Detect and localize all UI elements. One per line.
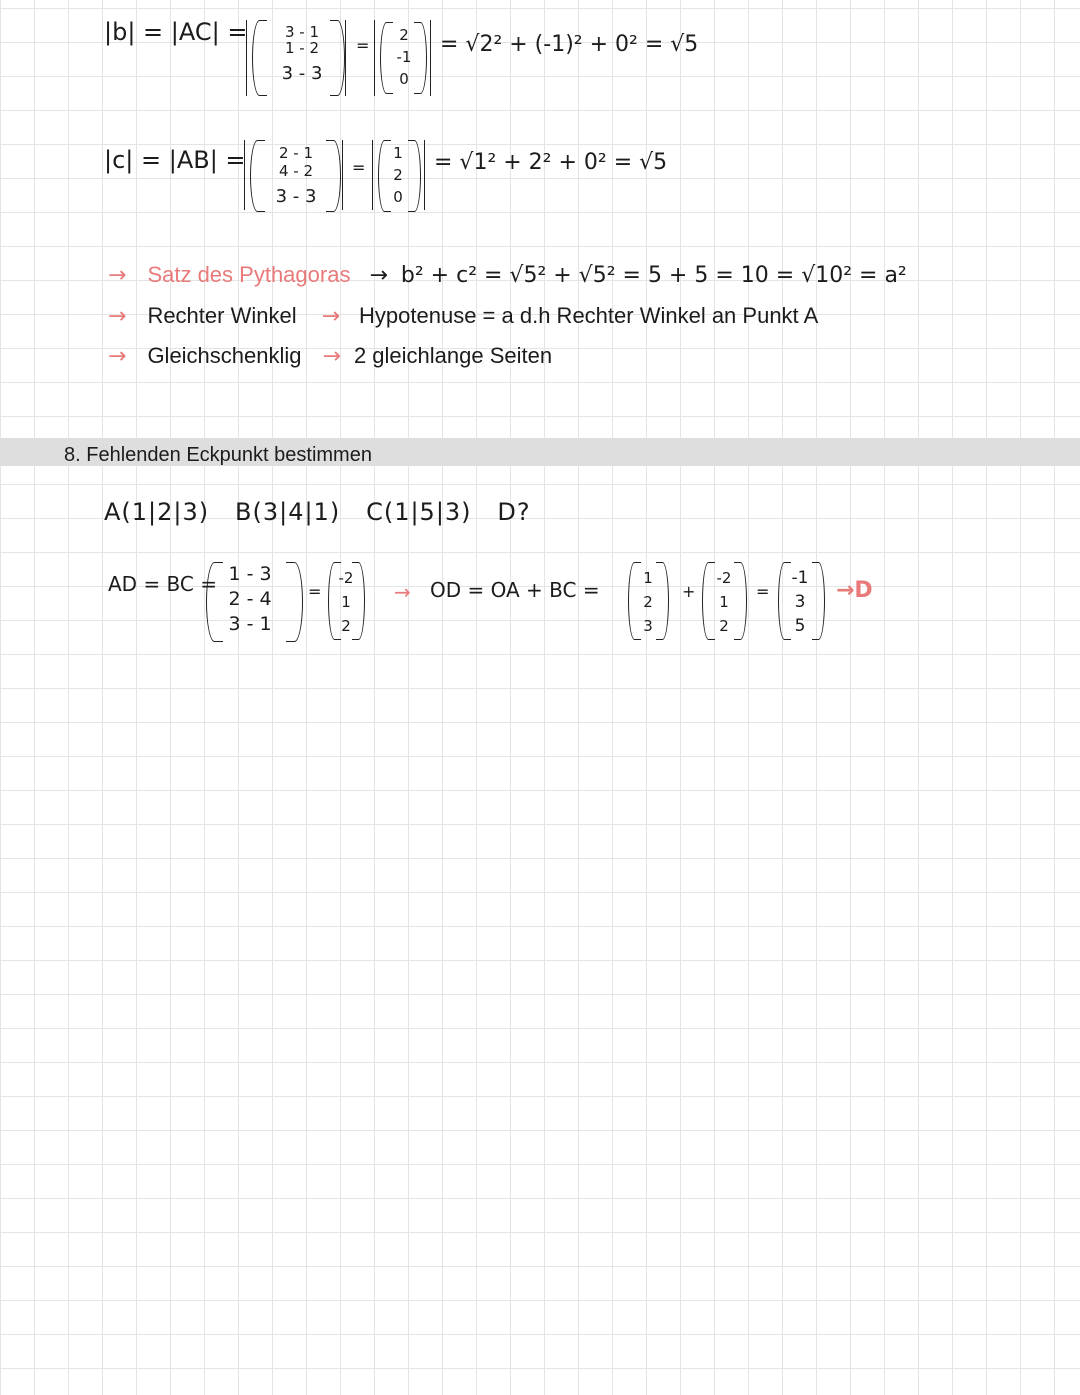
note-right-angle-label: Rechter Winkel: [147, 303, 297, 328]
line2-vec-b-r3: 0: [393, 188, 403, 206]
section8-equals: =: [308, 582, 322, 601]
section8-vec-bc-right-paren: [352, 562, 365, 640]
line2-vec-a-right-paren: [326, 140, 341, 212]
line1-vec-a-r3: 3 - 3: [281, 63, 323, 84]
line1-lhs: |b| = |AC| =: [104, 18, 248, 46]
line2-abs-bar: [372, 140, 373, 210]
line1-equals: =: [356, 36, 370, 55]
section8-vec-diff-r3: 3 - 1: [228, 613, 272, 635]
note-pythagoras: [108, 262, 907, 288]
line2-vec-b-right-paren: [408, 140, 421, 212]
line2-abs-bar: [244, 140, 245, 210]
line1-vec-b-r1: 2: [399, 26, 409, 44]
line1-result: = √2² + (-1)² + 0² = √5: [440, 32, 699, 57]
section8-vec-bc2-r1: -2: [716, 569, 732, 587]
line1-vec-b-r3: 0: [399, 70, 409, 88]
section8-vec-d-r1: -1: [791, 568, 809, 588]
section8-ad-lhs: AD = BC =: [108, 572, 218, 596]
line2-vec-b-r2: 2: [393, 166, 403, 184]
line2-vec-b: [386, 142, 410, 208]
section8-plus: +: [682, 582, 696, 601]
section8-vec-diff-right-paren: [286, 562, 303, 642]
section8-od-equation: OD = OA + BC =: [430, 578, 600, 602]
line2-equals: =: [352, 158, 366, 177]
line2-result: = √1² + 2² + 0² = √5: [434, 150, 668, 175]
section8-vec-d-right-paren: [812, 562, 825, 640]
line1-abs-bar: [430, 20, 431, 96]
section8-vec-bc-r3: 2: [341, 617, 351, 635]
section8-vec-bc-r2: 1: [341, 593, 351, 611]
note-isosceles-text: 2 gleichlange Seiten: [353, 343, 553, 368]
line1-vec-a-r1: 3 - 1: [284, 23, 320, 41]
line2-vec-a-r1: 2 - 1: [278, 144, 314, 162]
line2-abs-bar: [424, 140, 425, 210]
line2-vec-a-r2: 4 - 2: [278, 162, 314, 180]
section8-result-arrow: →D: [836, 578, 873, 603]
line1-vec-a-r2: 1 - 2: [284, 39, 320, 57]
section8-points: A(1|2|3) B(3|4|1) C(1|5|3) D?: [104, 498, 531, 526]
section8-vec-oa-r3: 3: [643, 617, 653, 635]
line1-abs-bar: [246, 20, 247, 96]
line2-abs-bar: [342, 140, 343, 210]
line2-vec-b-r1: 1: [393, 144, 403, 162]
line1-abs-bar: [345, 20, 346, 96]
section8-vec-bc2-right-paren: [734, 562, 747, 640]
line1-vec-a: [270, 24, 334, 82]
section8-equals: =: [756, 582, 770, 601]
line1-vec-a-left-paren: [252, 20, 267, 96]
section8-vec-d: [786, 566, 814, 638]
line2-vec-a-r3: 3 - 3: [275, 186, 317, 207]
line1-vec-b: [392, 24, 416, 90]
line2-vec-a-left-paren: [250, 140, 265, 212]
line1-vec-b-r2: -1: [396, 48, 412, 66]
note-isosceles-label: Gleichschenklig: [147, 343, 302, 368]
section8-heading: 8. Fehlenden Eckpunkt bestimmen: [64, 444, 372, 466]
line2-lhs: |c| = |AB| =: [104, 146, 246, 174]
line1-abs-bar: [374, 20, 375, 96]
note-isosceles: [108, 343, 552, 369]
line1-vec-b-right-paren: [414, 22, 427, 94]
section8-vec-d-r3: 5: [794, 616, 806, 636]
note-pythagoras-text: b² + c² = √5² + √5² = 5 + 5 = 10 = √10² = a²: [400, 263, 907, 288]
line1-vec-a-right-paren: [330, 20, 345, 96]
note-right-angle-text: Hypotenuse = a d.h Rechter Winkel an Punkt A: [359, 303, 819, 328]
section8-vec-bc-r1: -2: [338, 569, 354, 587]
section8-vec-diff-r2: 2 - 4: [228, 588, 272, 610]
section8-vec-diff-r1: 1 - 3: [228, 563, 272, 585]
line2-vec-a: [264, 144, 328, 206]
section8-vec-d-r2: 3: [794, 592, 806, 612]
note-arrow: →: [108, 344, 127, 369]
section8-vec-oa-r2: 2: [643, 593, 653, 611]
section8-vec-bc2-r2: 1: [719, 593, 729, 611]
note-arrow: →: [322, 344, 341, 369]
note-arrow: →: [108, 263, 127, 288]
section8-vec-oa-r1: 1: [643, 569, 653, 587]
note-arrow: →: [369, 263, 388, 288]
section8-vec-oa-right-paren: [656, 562, 669, 640]
note-arrow: →: [321, 304, 341, 329]
note-right-angle: [108, 303, 818, 329]
section8-vec-bc2-r3: 2: [719, 617, 729, 635]
note-pythagoras-label: Satz des Pythagoras: [147, 262, 351, 287]
section8-vec-diff: [214, 562, 286, 637]
section8-arrow: →: [394, 580, 411, 604]
note-arrow: →: [108, 304, 127, 329]
